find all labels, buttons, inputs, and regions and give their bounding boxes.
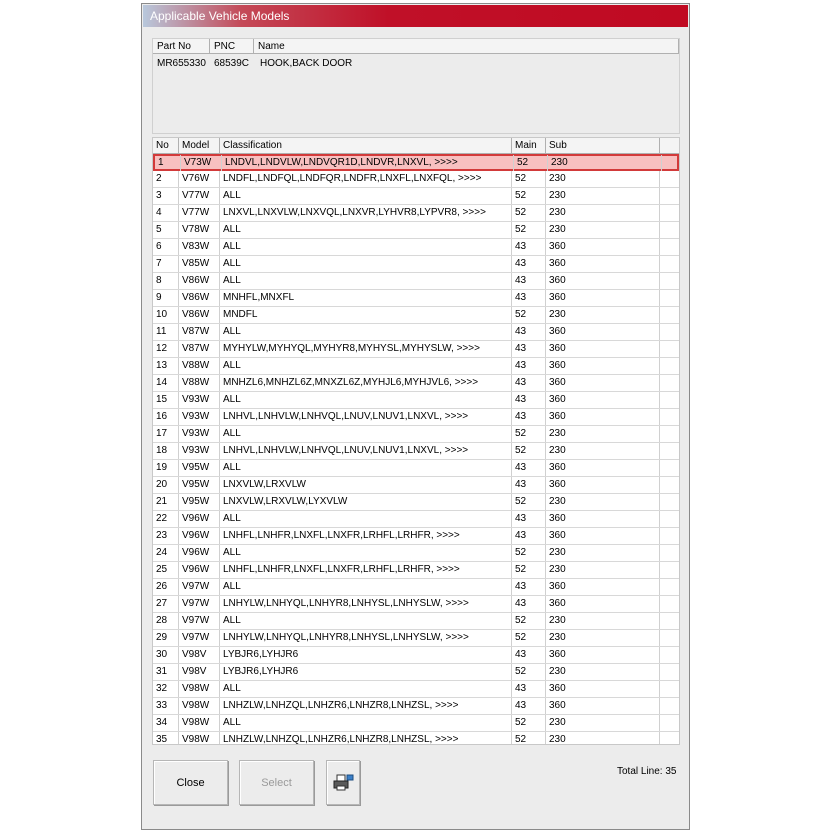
cell-no: 33: [153, 698, 179, 714]
cell-sub: 360: [546, 528, 660, 544]
cell-no: 8: [153, 273, 179, 289]
cell-sub: 230: [546, 715, 660, 731]
cell-sub: 360: [546, 596, 660, 612]
cell-no: 28: [153, 613, 179, 629]
cell-no: 16: [153, 409, 179, 425]
cell-class: LYBJR6,LYHJR6: [220, 664, 512, 680]
cell-class: ALL: [220, 273, 512, 289]
cell-sub: 360: [546, 698, 660, 714]
cell-main: 43: [512, 341, 546, 357]
cell-main: 43: [512, 409, 546, 425]
table-row[interactable]: [153, 494, 679, 511]
cell-model: V98W: [179, 698, 220, 714]
window-title: Applicable Vehicle Models: [143, 5, 688, 27]
cell-no: 24: [153, 545, 179, 561]
cell-class: ALL: [220, 324, 512, 340]
cell-sub: 360: [546, 477, 660, 493]
table-row[interactable]: [153, 562, 679, 579]
cell-main: 43: [512, 392, 546, 408]
cell-no: 19: [153, 460, 179, 476]
column-header-main[interactable]: Main: [512, 138, 546, 154]
table-row[interactable]: [153, 545, 679, 562]
cell-sub: 360: [546, 290, 660, 306]
cell-sub: 360: [546, 358, 660, 374]
cell-no: 34: [153, 715, 179, 731]
cell-model: V86W: [179, 290, 220, 306]
cell-no: 4: [153, 205, 179, 221]
part-name-value[interactable]: HOOK,BACK DOOR: [260, 58, 353, 69]
table-row[interactable]: [153, 647, 679, 664]
table-row[interactable]: [153, 613, 679, 630]
cell-class: LNHFL,LNHFR,LNXFL,LNXFR,LRHFL,LRHFR, >>>>: [220, 562, 512, 578]
cell-sub: 360: [546, 460, 660, 476]
cell-main: 52: [512, 613, 546, 629]
vehicle-models-table: [152, 137, 680, 745]
table-row[interactable]: [153, 596, 679, 613]
cell-main: 43: [512, 579, 546, 595]
header-pnc[interactable]: PNC: [210, 39, 254, 54]
cell-model: V76W: [179, 171, 220, 187]
applicable-models-window: [141, 3, 690, 830]
cell-sub: 360: [546, 239, 660, 255]
cell-no: 6: [153, 239, 179, 255]
cell-model: V93W: [179, 443, 220, 459]
cell-class: ALL: [220, 613, 512, 629]
cell-class: LNHYLW,LNHYQL,LNHYR8,LNHYSL,LNHYSLW, >>>>: [220, 596, 512, 612]
cell-no: 10: [153, 307, 179, 323]
cell-sub: 360: [546, 273, 660, 289]
cell-main: 52: [512, 205, 546, 221]
cell-class: LNHYLW,LNHYQL,LNHYR8,LNHYSL,LNHYSLW, >>>>: [220, 630, 512, 646]
cell-class: LNXVLW,LRXVLW,LYXVLW: [220, 494, 512, 510]
cell-main: 43: [512, 511, 546, 527]
header-name[interactable]: Name: [254, 39, 679, 54]
cell-no: 17: [153, 426, 179, 442]
cell-model: V97W: [179, 630, 220, 646]
cell-main: 52: [512, 426, 546, 442]
cell-main: 52: [512, 222, 546, 238]
cell-main: 43: [512, 290, 546, 306]
cell-model: V78W: [179, 222, 220, 238]
cell-model: V88W: [179, 358, 220, 374]
cell-model: V93W: [179, 392, 220, 408]
cell-class: ALL: [220, 545, 512, 561]
print-button[interactable]: [326, 760, 360, 805]
table-row[interactable]: [153, 528, 679, 545]
part-info-panel: [152, 38, 680, 134]
cell-no: 13: [153, 358, 179, 374]
cell-class: MYHYLW,MYHYQL,MYHYR8,MYHYSL,MYHYSLW, >>>>: [220, 341, 512, 357]
cell-model: V98W: [179, 715, 220, 731]
cell-class: LNHZLW,LNHZQL,LNHZR6,LNHZR8,LNHZSL, >>>>: [220, 732, 512, 745]
cell-main: 43: [512, 477, 546, 493]
cell-class: ALL: [220, 681, 512, 697]
cell-main: 43: [512, 681, 546, 697]
cell-main: 43: [512, 698, 546, 714]
cell-sub: 230: [546, 171, 660, 187]
cell-class: LNHVL,LNHVLW,LNHVQL,LNUV,LNUV1,LNXVL, >>>>: [220, 443, 512, 459]
cell-sub: 230: [548, 155, 662, 171]
cell-class: LNXVL,LNXVLW,LNXVQL,LNXVR,LYHVR8,LYPVR8, >>>>: [220, 205, 512, 221]
cell-class: LNXVLW,LRXVLW: [220, 477, 512, 493]
cell-class: MNHZL6,MNHZL6Z,MNXZL6Z,MYHJL6,MYHJVL6, >>>>: [220, 375, 512, 391]
cell-no: 31: [153, 664, 179, 680]
table-row[interactable]: [153, 664, 679, 681]
cell-main: 52: [512, 562, 546, 578]
cell-main: 52: [512, 545, 546, 561]
cell-model: V96W: [179, 545, 220, 561]
cell-model: V93W: [179, 409, 220, 425]
cell-sub: 230: [546, 664, 660, 680]
table-row[interactable]: [153, 409, 679, 426]
cell-model: V77W: [179, 188, 220, 204]
cell-class: ALL: [220, 358, 512, 374]
cell-sub: 360: [546, 341, 660, 357]
cell-model: V97W: [179, 613, 220, 629]
column-header-sub[interactable]: Sub: [546, 138, 660, 154]
table-row[interactable]: [153, 375, 679, 392]
table-row[interactable]: [153, 426, 679, 443]
cell-main: 52: [512, 732, 546, 745]
table-row[interactable]: [153, 698, 679, 715]
table-row[interactable]: [153, 171, 679, 188]
cell-main: 43: [512, 460, 546, 476]
cell-sub: 230: [546, 307, 660, 323]
table-row[interactable]: [153, 273, 679, 290]
cell-no: 22: [153, 511, 179, 527]
cell-class: ALL: [220, 222, 512, 238]
cell-main: 52: [512, 715, 546, 731]
table-row[interactable]: [153, 579, 679, 596]
table-row[interactable]: [153, 324, 679, 341]
table-row[interactable]: [153, 341, 679, 358]
cell-class: LNDFL,LNDFQL,LNDFQR,LNDFR,LNXFL,LNXFQL, >>>>: [220, 171, 512, 187]
cell-no: 7: [153, 256, 179, 272]
cell-model: V83W: [179, 239, 220, 255]
cell-no: 3: [153, 188, 179, 204]
close-button[interactable]: Close: [153, 760, 228, 805]
cell-main: 52: [514, 155, 548, 171]
cell-no: 20: [153, 477, 179, 493]
cell-main: 43: [512, 528, 546, 544]
cell-no: 30: [153, 647, 179, 663]
cell-main: 43: [512, 358, 546, 374]
cell-no: 15: [153, 392, 179, 408]
cell-model: V85W: [179, 256, 220, 272]
cell-no: 25: [153, 562, 179, 578]
cell-model: V95W: [179, 477, 220, 493]
cell-sub: 230: [546, 443, 660, 459]
cell-main: 43: [512, 647, 546, 663]
table-row[interactable]: [153, 188, 679, 205]
cell-model: V77W: [179, 205, 220, 221]
table-row[interactable]: [153, 732, 679, 745]
cell-model: V87W: [179, 341, 220, 357]
cell-no: 23: [153, 528, 179, 544]
cell-sub: 360: [546, 324, 660, 340]
table-row[interactable]: [153, 477, 679, 494]
cell-class: ALL: [220, 715, 512, 731]
cell-class: ALL: [220, 579, 512, 595]
cell-no: 18: [153, 443, 179, 459]
cell-sub: 230: [546, 630, 660, 646]
total-line-label: Total Line:: [617, 766, 663, 777]
cell-model: V96W: [179, 511, 220, 527]
total-line-value: 35: [665, 766, 677, 777]
cell-no: 5: [153, 222, 179, 238]
table-row[interactable]: [153, 205, 679, 222]
cell-model: V86W: [179, 273, 220, 289]
cell-model: V96W: [179, 528, 220, 544]
table-row[interactable]: [153, 511, 679, 528]
cell-model: V96W: [179, 562, 220, 578]
cell-model: V98W: [179, 732, 220, 745]
cell-class: ALL: [220, 426, 512, 442]
cell-main: 52: [512, 664, 546, 680]
cell-model: V88W: [179, 375, 220, 391]
cell-sub: 360: [546, 392, 660, 408]
cell-sub: 230: [546, 222, 660, 238]
table-row[interactable]: [153, 290, 679, 307]
cell-no: 26: [153, 579, 179, 595]
cell-main: 52: [512, 443, 546, 459]
cell-class: ALL: [220, 392, 512, 408]
cell-model: V98V: [179, 647, 220, 663]
cell-class: ALL: [220, 256, 512, 272]
cell-class: LYBJR6,LYHJR6: [220, 647, 512, 663]
cell-no: 29: [153, 630, 179, 646]
cell-sub: 360: [546, 375, 660, 391]
cell-main: 52: [512, 494, 546, 510]
table-header: [153, 138, 679, 154]
cell-main: 43: [512, 239, 546, 255]
table-row[interactable]: [153, 681, 679, 698]
table-row[interactable]: [153, 358, 679, 375]
cell-sub: 230: [546, 494, 660, 510]
table-row[interactable]: [153, 715, 679, 732]
print-icon: [332, 774, 354, 792]
column-header-classification[interactable]: Classification: [220, 138, 512, 154]
cell-class: ALL: [220, 460, 512, 476]
cell-sub: 360: [546, 579, 660, 595]
cell-model: V95W: [179, 460, 220, 476]
table-row[interactable]: [153, 443, 679, 460]
cell-main: 52: [512, 307, 546, 323]
cell-sub: 360: [546, 681, 660, 697]
cell-sub: 360: [546, 511, 660, 527]
cell-model: V97W: [179, 579, 220, 595]
cell-model: V98W: [179, 681, 220, 697]
cell-class: ALL: [220, 188, 512, 204]
table-row[interactable]: [153, 392, 679, 409]
cell-sub: 230: [546, 613, 660, 629]
cell-class: LNHFL,LNHFR,LNXFL,LNXFR,LRHFL,LRHFR, >>>>: [220, 528, 512, 544]
cell-no: 32: [153, 681, 179, 697]
cell-model: V97W: [179, 596, 220, 612]
cell-model: V73W: [181, 155, 222, 171]
cell-no: 9: [153, 290, 179, 306]
cell-no: 27: [153, 596, 179, 612]
cell-model: V87W: [179, 324, 220, 340]
cell-main: 43: [512, 324, 546, 340]
cell-class: LNHZLW,LNHZQL,LNHZR6,LNHZR8,LNHZSL, >>>>: [220, 698, 512, 714]
cell-main: 43: [512, 256, 546, 272]
cell-sub: 230: [546, 562, 660, 578]
table-row[interactable]: [153, 239, 679, 256]
cell-sub: 360: [546, 409, 660, 425]
cell-class: MNDFL: [220, 307, 512, 323]
table-row[interactable]: [153, 154, 679, 171]
cell-class: LNDVL,LNDVLW,LNDVQR1D,LNDVR,LNXVL, >>>>: [222, 155, 514, 171]
cell-model: V86W: [179, 307, 220, 323]
cell-model: V95W: [179, 494, 220, 510]
header-part-no[interactable]: Part No: [153, 39, 210, 54]
column-header-no[interactable]: No: [153, 138, 179, 154]
cell-model: V93W: [179, 426, 220, 442]
cell-class: MNHFL,MNXFL: [220, 290, 512, 306]
cell-class: LNHVL,LNHVLW,LNHVQL,LNUV,LNUV1,LNXVL, >>>>: [220, 409, 512, 425]
table-row[interactable]: [153, 256, 679, 273]
cell-no: 11: [153, 324, 179, 340]
cell-sub: 230: [546, 188, 660, 204]
cell-no: 12: [153, 341, 179, 357]
select-button[interactable]: Select: [239, 760, 314, 805]
cell-main: 43: [512, 273, 546, 289]
column-header-model[interactable]: Model: [179, 138, 220, 154]
cell-main: 52: [512, 171, 546, 187]
total-line: [617, 766, 677, 777]
cell-sub: 360: [546, 256, 660, 272]
cell-main: 43: [512, 375, 546, 391]
cell-sub: 230: [546, 205, 660, 221]
cell-sub: 230: [546, 732, 660, 745]
cell-main: 52: [512, 630, 546, 646]
table-row[interactable]: [153, 307, 679, 324]
cell-class: ALL: [220, 511, 512, 527]
cell-class: ALL: [220, 239, 512, 255]
cell-no: 35: [153, 732, 179, 745]
cell-sub: 230: [546, 426, 660, 442]
cell-main: 52: [512, 188, 546, 204]
cell-no: 2: [153, 171, 179, 187]
table-row[interactable]: [153, 460, 679, 477]
cell-sub: 230: [546, 545, 660, 561]
cell-no: 14: [153, 375, 179, 391]
part-no-value[interactable]: MR655330: [157, 58, 206, 69]
cell-sub: 360: [546, 647, 660, 663]
cell-model: V98V: [179, 664, 220, 680]
pnc-value[interactable]: 68539C: [214, 58, 250, 69]
cell-main: 43: [512, 596, 546, 612]
table-row[interactable]: [153, 630, 679, 647]
cell-no: 1: [155, 155, 181, 171]
cell-no: 21: [153, 494, 179, 510]
table-row[interactable]: [153, 222, 679, 239]
